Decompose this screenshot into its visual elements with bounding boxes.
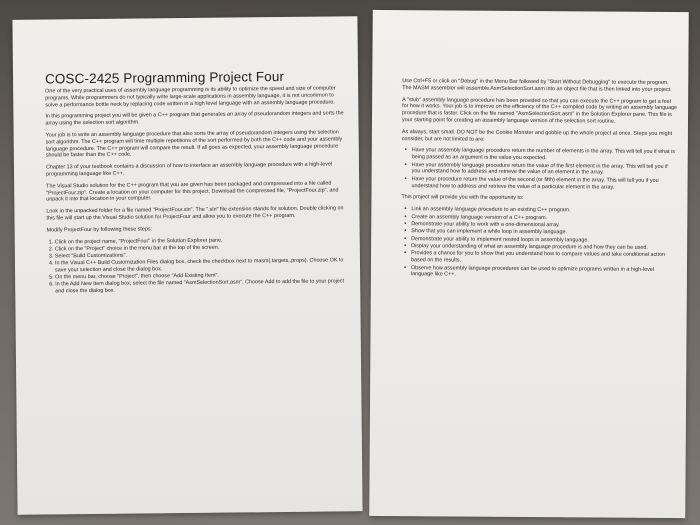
run-paragraph: Use Ctrl+F5 or click on "Debug" in the Menu Bar followed by "Start Without Debugging" to execute the program. The MASM assembler will assemble AsmSelectionSort.asm into an object file that is then linked into your project. [402,78,672,93]
modify-paragraph: Modify ProjectFour by following these steps: [46,226,153,234]
bullet-item: • Create an assembly language version of a C++ program. [411,214,677,223]
bullet-item: • Provides a chance for you to show that you understand how to compare values and take conditional action based on the results. [411,251,677,266]
steps-list [47,236,347,295]
bullet-item: • Have your assembly language procedure return the value of the first element in the array. This will tell you if you understand how to address and retrieve the value of an element in the array. [412,162,678,177]
steps-bullet-list [402,147,678,191]
bullet-item: • Show that you can implement a while loop in assembly language. [411,228,677,237]
document-title: COSC-2425 Programming Project Four [44,68,285,87]
intro-paragraph: One of the very practical uses of assembly language programming is its ability to optimize the speed and size of computer programs. While programmers do not typically write large-scale applications in assembly language, it is not uncommon to solve a performance bottle neck by replacing code written in a high level language with an assembly language procedure. [45,85,336,109]
start-small-paragraph: As always, start small. DO NOT be the Cookie Monster and gobble up the whole project at once. Steps you might consider, but are not limited to are: [401,128,673,143]
step-item: 4. In the Visual C++ Build Customization Files dialog box, check the checkbox next to masm(.targets,.props). Choose OK to save your selection and close the dialog box. [55,257,346,274]
step-item: 6. In the Add New Item dialog box, select the file named "AsmSelectionSort.asm". Choose Add to add the file to your project and close the dialog box. [55,279,346,296]
bullet-item: • Demonstrate your ability to work with a one-dimensional array. [411,221,677,230]
project-paragraph: In this programming project you will be given a C++ program that generates an array of pseudorandom integers and sorts the array using the selection sort algorithm. [45,110,344,127]
step-item: 5. On the menu bar, choose "Project", then choose "Add Existing Item". [55,271,346,281]
stub-paragraph: A "stub" assembly language procedure has been provided so that you can execute the C++ program to get a feel for how it works. Your job is to improve on the efficiency of the C++ compiled code by writing an assembly language procedure that is faster. Click on the file named "AsmSelectionSort.asm" in the Solution Explorer pane. This file is your starting point for creating an assembly language version of the selection sort routine. [401,96,678,125]
opportunity-intro: This project will provide you with the opportunity to: [401,194,524,202]
step-item: 2. Click on the "Project" choice in the menu bar at the top of the screen. [55,243,346,253]
right-page [369,10,689,518]
bullet-item: • Display your understanding of what an assembly language procedure is and how they can be used. [411,243,677,252]
sln-paragraph: Look in the unpacked folder for a file named "ProjectFour.sln". The ".sln" file extension stands for solution. Double clicking on this file will start up the Visual Studio solution for ProjectFour and allow you to execute the C++ program. [46,205,344,222]
step-item: 3. Select "Build Customizations". [55,250,346,260]
bullet-item: • Have your assembly language procedure return the number of elements in the array. This will tell you if what is being passed as an argument is the value you expected. [412,148,678,163]
step-item: 1. Click on the project name, "ProjectFour" in the Solution Explorer pane. [55,236,346,246]
opportunity-list [401,206,677,280]
left-page [12,16,362,515]
bullet-item: • Link an assembly language procedure to an existing C++ program. [411,206,677,215]
bullet-item: • Have your procedure return the value of the second (or fifth) element in the array. This will tell you if you understand how to address and retrieve the value of a particular element in the array. [412,176,678,191]
bullet-item: • Demonstrate your ability to implement nested loops in assembly language. [411,236,677,245]
bullet-item: • Observe how assembly language procedures can be used to optimize programs written in a high-level language like C++. [411,265,677,280]
chapter-paragraph: Chapter 13 of your textbook contains a discussion of how to interface an assembly language procedure with a high-level programming language like C++. [45,161,333,178]
job-paragraph: Your job is to write an assembly language procedure that also sorts the array of pseudorandom integers using the selection sort algorithm. The C++ program will time multiple repetitions of the sort performed by both the C++ code and your assembly language procedure. The C++ program will compare the result. If all goes as expected, your assembly language procedure should be faster than the C++ code. [45,129,343,159]
solution-paragraph: The Visual Studio solution for the C++ program that you are given has been packaged and compressed into a file called "ProjectFour.zip". Create a location on your computer for this project. Download the compressed file, "ProjectFour.zip", and unpack it into that location in your computer. [46,180,339,203]
